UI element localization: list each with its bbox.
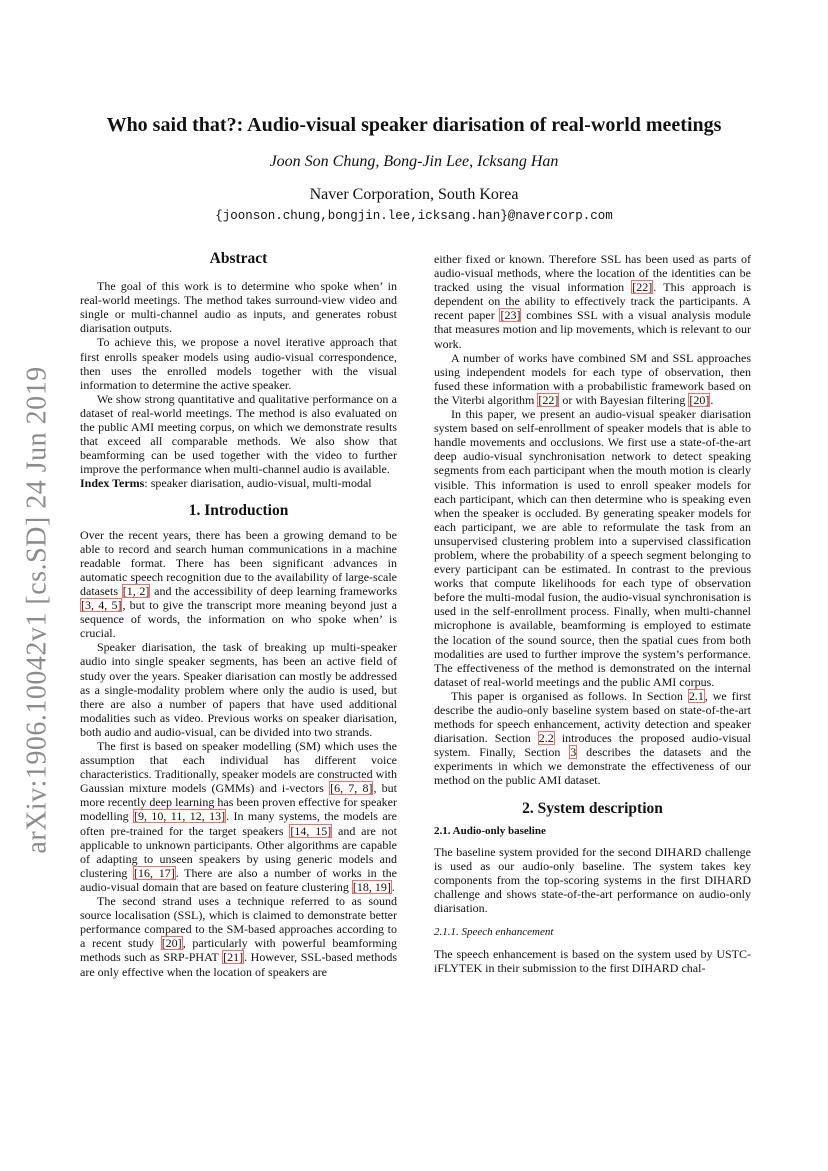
abstract-paragraph-3: We show strong quantitative and qualitative performance on a dataset of real-world meetings. The method is also evaluated on the public AMI meeting corpus, on which we demonstrate results that exceed all comparable methods. We also show that beamforming can be used together with the video to further improve the performance when multi-channel audio is available. (80, 391, 397, 477)
citation-link[interactable]: [14, 15] (290, 823, 332, 838)
body-text: or with Bayesian filtering (559, 392, 689, 407)
citation-link[interactable]: [18, 19] (352, 879, 391, 894)
section-2-heading: 2. System description (522, 799, 663, 817)
author-emails: {joonson.chung,bongjin.lee,icksang.han}@navercorp.com (215, 209, 613, 223)
intro-text: . (391, 879, 395, 894)
citation-link[interactable]: [6, 7, 8] (330, 781, 373, 796)
abstract-paragraph-1: The goal of this work is to determine who spoke when’ in real-world meetings. The method takes surround-view video and single or multi-channel audio as inputs, and generates robust diarisation outputs. (80, 279, 397, 336)
citation-link[interactable]: [23] (500, 308, 521, 323)
subsection-2-1-heading: 2.1. Audio-only baseline (434, 824, 546, 837)
body-text: . This approach is dependent on the ability to effectively track the participants. A recent paper (434, 280, 751, 323)
body-text: , we first describe the audio-only baseline system based on state-of-the-art methods for speech enhancement, activity detection and speaker diarisation. Section (434, 688, 751, 746)
affiliation: Naver Corporation, South Korea (309, 186, 519, 203)
intro-text: . There are also a number of works in the audio-visual domain that are based on feature clustering (80, 865, 397, 894)
right-paragraph-6: The speech enhancement is based on the system used by USTC-iFLYTEK in their submission to the first DIHARD chal- (434, 947, 751, 976)
body-text: either fixed or known. Therefore SSL has been used as parts of audio-visual methods, where the location of the identities can be tracked using the visual information (434, 252, 751, 295)
right-paragraph-4 (434, 689, 751, 788)
intro-text: , particularly with powerful beamforming methods such as SRP-PHAT (80, 936, 398, 965)
section-link[interactable]: 2.2 (538, 731, 554, 746)
right-paragraph-5: The baseline system provided for the second DIHARD challenge is used as our audio-only baseline. The system takes key components from the top-scoring systems in the first DIHARD challenge and shows state-of-the-art performance on audio-only diarisation. (434, 844, 751, 916)
paper-title: Who said that?: Audio-visual speaker diarisation of real-world meetings (106, 114, 722, 136)
body-text: A number of works have combined SM and SSL approaches using independent models for each type of observation, then fused these information with a probabilistic framework based on the Viterbi algorithm (434, 350, 751, 407)
body-text: This paper is organised as follows. In Section (451, 688, 688, 703)
section-1-heading: 1. Introduction (188, 501, 289, 519)
citation-link[interactable]: [20] (689, 392, 710, 407)
index-terms (80, 476, 397, 490)
citation-link[interactable]: [1, 2] (122, 583, 150, 598)
intro-text: , but to give the transcript more meaning beyond just a sequence of words, the information on who spoke when’ is crucial. (80, 598, 397, 641)
intro-text: Over the recent years, there has been a growing demand to be able to record and search human communications in a machine readable format. There has been significant advances in automatic speech recognition due to the availability of large-scale datasets (80, 527, 397, 598)
intro-text: The second strand uses a technique referred to as sound source localisation (SSL), which is claimed to demonstrate better performance compared to the SM-based approaches according to a recent study (80, 894, 397, 951)
abstract-heading: Abstract (209, 250, 268, 267)
intro-text: . However, SSL-based methods are only effective when the location of speakers are (80, 950, 397, 979)
intro-paragraph-4 (80, 894, 397, 979)
index-terms-text: : speaker diarisation, audio-visual, multi-modal (144, 476, 372, 491)
citation-link[interactable]: [22] (538, 392, 559, 407)
intro-paragraph-3 (80, 739, 397, 894)
citation-link[interactable]: [20] (161, 936, 182, 951)
intro-text: and are not applicable to unknown participants. Other algorithms are capable of adapting to unseen speakers by using generic models and clustering (80, 823, 397, 880)
intro-text: , but more recently deep learning has been proven effective for speaker modelling (80, 781, 397, 824)
right-paragraph-1 (434, 252, 751, 351)
arxiv-identifier-sidebar (18, 366, 58, 854)
abstract-paragraph-2: To achieve this, we propose a novel iterative approach that first enrolls speaker models using audio-visual correspondence, then uses the enrolled models together with the visual information to determine the active speaker. (80, 335, 397, 392)
right-column (434, 252, 751, 976)
citation-link[interactable]: [9, 10, 11, 12, 13] (134, 809, 226, 824)
intro-paragraph-1 (80, 528, 397, 641)
citation-link[interactable]: [22] (632, 280, 653, 295)
section-link[interactable]: 2.1 (688, 688, 704, 703)
body-text: combines SSL with a visual analysis module that measures motion and lip movements, which is relevant to our work. (434, 308, 751, 351)
intro-text: and the accessibility of deep learning frameworks (150, 583, 397, 598)
arxiv-id-text: arXiv:1906.10042v1 [cs.SD] 24 Jun 2019 (22, 366, 54, 854)
intro-paragraph-2: Speaker diarisation, the task of breaking up multi-speaker audio into single speaker segments, has been an active field of study over the years. Speaker diarisation can mostly be addressed as a single-modality problem where only the audio is used, but there are also a number of papers that have used additional modalities such as video. Previous works on speaker diarisation, both audio and audio-visual, can be divided into two strands. (80, 640, 397, 739)
body-text: describes the datasets and the experiments in which we demonstrate the effectiveness of our method on the public AMI dataset. (434, 745, 751, 788)
section-link[interactable]: 3 (570, 745, 577, 760)
citation-link[interactable]: [16, 17] (134, 865, 175, 880)
right-paragraph-2 (434, 351, 751, 407)
citation-link[interactable]: [3, 4, 5] (81, 598, 122, 613)
left-column (80, 252, 397, 979)
intro-text: . In many systems, the models are often pre-trained for the target speakers (80, 809, 398, 838)
intro-text: The first is based on speaker modelling (SM) which uses the assumption that each individual has different voice characteristics. Traditionally, speaker models are constructed with Gaussian mixture models (GMMs) and i-vectors (80, 739, 397, 796)
author-list: Joon Son Chung, Bong-Jin Lee, Icksang Han (269, 153, 559, 170)
body-text: introduces the proposed audio-visual system. Finally, Section (434, 731, 751, 760)
index-terms-label: Index Terms (80, 476, 145, 491)
body-text: . (710, 392, 714, 407)
subsubsection-2-1-1-heading: 2.1.1. Speech enhancement (434, 926, 554, 939)
citation-link[interactable]: [21] (223, 950, 244, 965)
right-paragraph-3: In this paper, we present an audio-visual speaker diarisation system based on self-enrollment of speaker models that is able to handle movements and occlusions. We first use a state-of-the-art deep audio-visual synchronisation network to detect speaking segments from each participant when the mouth motion is clearly visible. This information is used to enroll speaker models for each participant, which can then determine who is speaking even when the speaker is occluded. By generating speaker models for each participant, we are able to reformulate the task from an unsupervised clustering problem into a supervised classification problem, where the probability of a speech segment belonging to every participant can be estimated. In contrast to the previous works that compute likelihoods for each type of observation before the multi-modal fusion, the audio-visual synchronisation is used in the self-enrollment process. Finally, when multi-channel microphone is available, beamforming is employed to estimate the location of the sound source, then the spatial cues from both modalities are used to further improve the system’s performance. The effectiveness of the method is demonstrated on the internal dataset of real-world meetings and the public AMI corpus. (434, 407, 751, 689)
